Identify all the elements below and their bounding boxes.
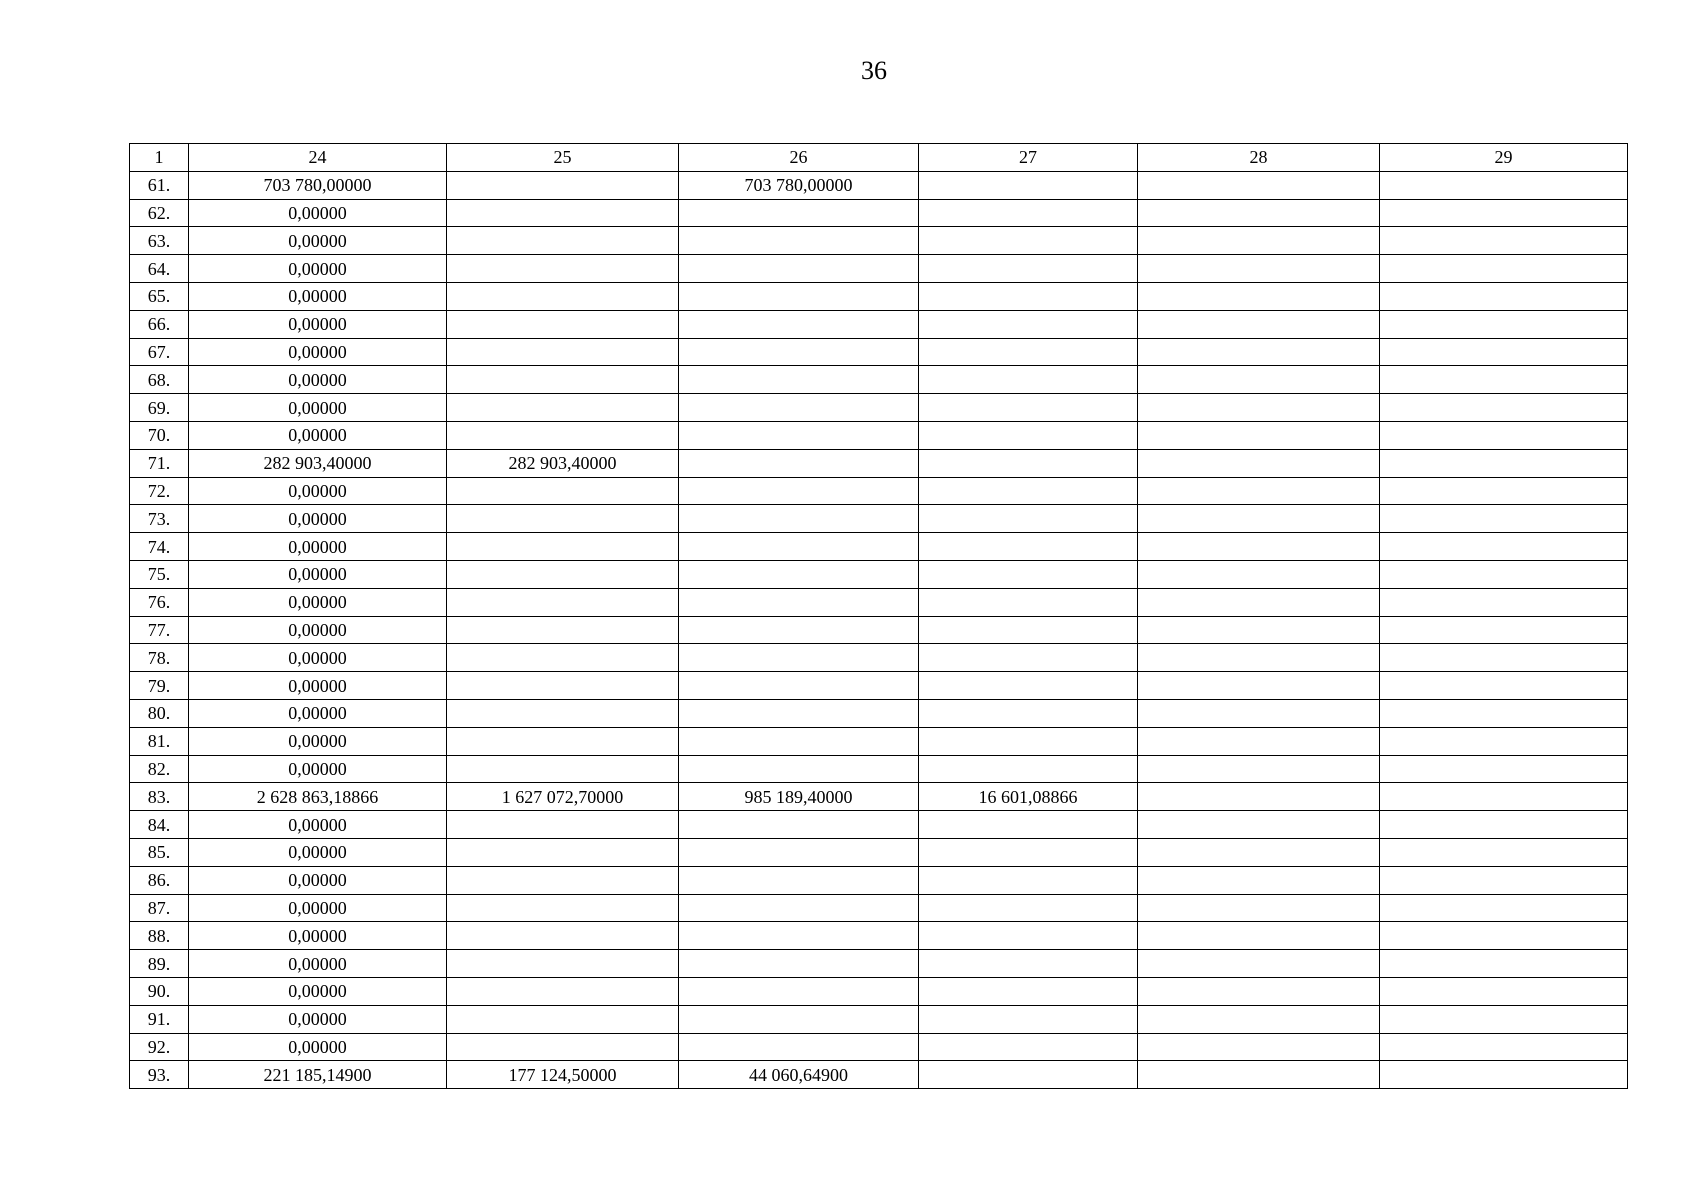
table-row	[130, 866, 1628, 894]
table-cell	[1138, 699, 1380, 727]
table-cell: 0,00000	[189, 1033, 447, 1061]
table-cell	[919, 1033, 1138, 1061]
table-row	[130, 811, 1628, 839]
table-row	[130, 282, 1628, 310]
table-cell	[1380, 421, 1628, 449]
table-cell	[1380, 894, 1628, 922]
table-cell	[1380, 477, 1628, 505]
table-cell	[1138, 366, 1380, 394]
table-cell	[1380, 255, 1628, 283]
table-cell: 0,00000	[189, 560, 447, 588]
table-cell	[679, 838, 919, 866]
table-row	[130, 421, 1628, 449]
table-row	[130, 644, 1628, 672]
table-cell	[447, 199, 679, 227]
table-row	[130, 977, 1628, 1005]
table-cell: 16 601,08866	[919, 783, 1138, 811]
table-cell	[447, 922, 679, 950]
table-cell: 177 124,50000	[447, 1061, 679, 1089]
table-cell: 0,00000	[189, 588, 447, 616]
table-cell: 0,00000	[189, 616, 447, 644]
table-cell	[1380, 699, 1628, 727]
table-cell	[1138, 477, 1380, 505]
table-row	[130, 505, 1628, 533]
table-cell	[1380, 838, 1628, 866]
table-cell	[1380, 227, 1628, 255]
table-cell: 0,00000	[189, 1005, 447, 1033]
table-cell	[1138, 1005, 1380, 1033]
table-cell	[679, 922, 919, 950]
table-cell	[919, 699, 1138, 727]
table-cell	[1138, 866, 1380, 894]
table-cell	[679, 366, 919, 394]
row-number-cell: 92.	[130, 1033, 189, 1061]
table-cell	[679, 282, 919, 310]
table-cell	[679, 227, 919, 255]
table-cell	[679, 477, 919, 505]
table-cell	[1380, 1061, 1628, 1089]
row-number-cell: 83.	[130, 783, 189, 811]
row-number-cell: 69.	[130, 394, 189, 422]
row-number-cell: 71.	[130, 449, 189, 477]
table-cell	[919, 672, 1138, 700]
table-cell	[1138, 672, 1380, 700]
table-cell: 985 189,40000	[679, 783, 919, 811]
row-number-cell: 66.	[130, 310, 189, 338]
table-cell: 0,00000	[189, 227, 447, 255]
table-cell	[679, 505, 919, 533]
table-cell	[679, 672, 919, 700]
table-cell	[679, 811, 919, 839]
table-cell	[679, 727, 919, 755]
table-cell: 0,00000	[189, 338, 447, 366]
row-number-cell: 67.	[130, 338, 189, 366]
table-cell: 703 780,00000	[189, 171, 447, 199]
table-cell: 0,00000	[189, 533, 447, 561]
table-row	[130, 338, 1628, 366]
table-cell	[919, 366, 1138, 394]
row-number-cell: 76.	[130, 588, 189, 616]
table-cell	[447, 421, 679, 449]
table-cell	[919, 449, 1138, 477]
table-row	[130, 588, 1628, 616]
table-row	[130, 838, 1628, 866]
table-cell	[1138, 199, 1380, 227]
table-cell	[1138, 727, 1380, 755]
table-cell	[919, 894, 1138, 922]
table-row	[130, 672, 1628, 700]
table-cell	[919, 199, 1138, 227]
row-number-cell: 87.	[130, 894, 189, 922]
table-cell: 221 185,14900	[189, 1061, 447, 1089]
table-cell	[679, 533, 919, 561]
table-cell	[447, 560, 679, 588]
table-cell	[919, 171, 1138, 199]
table-cell	[1380, 588, 1628, 616]
table-cell	[679, 894, 919, 922]
table-cell: 44 060,64900	[679, 1061, 919, 1089]
table-cell	[919, 866, 1138, 894]
table-cell	[919, 838, 1138, 866]
table-cell	[1138, 171, 1380, 199]
table-cell	[1380, 310, 1628, 338]
table-cell	[1380, 950, 1628, 978]
table-row	[130, 1033, 1628, 1061]
table-cell	[679, 449, 919, 477]
table-row	[130, 755, 1628, 783]
row-number-cell: 88.	[130, 922, 189, 950]
table-cell	[919, 811, 1138, 839]
table-cell: 703 780,00000	[679, 171, 919, 199]
table-row	[130, 310, 1628, 338]
table-cell	[919, 950, 1138, 978]
table-cell	[1380, 282, 1628, 310]
row-number-cell: 84.	[130, 811, 189, 839]
table-row	[130, 533, 1628, 561]
table-cell	[919, 310, 1138, 338]
row-number-cell: 82.	[130, 755, 189, 783]
table-cell	[1138, 1061, 1380, 1089]
page-number: 36	[861, 56, 887, 85]
table-row	[130, 727, 1628, 755]
table-cell	[447, 338, 679, 366]
table-cell	[679, 588, 919, 616]
table-cell	[1380, 338, 1628, 366]
table-row	[130, 394, 1628, 422]
table-cell	[447, 505, 679, 533]
table-cell	[919, 421, 1138, 449]
table-cell	[919, 338, 1138, 366]
table-cell	[919, 977, 1138, 1005]
table-cell	[1138, 783, 1380, 811]
column-header: 28	[1138, 144, 1380, 172]
table-cell	[447, 755, 679, 783]
table-cell: 0,00000	[189, 727, 447, 755]
table-cell	[1380, 644, 1628, 672]
table-cell	[679, 950, 919, 978]
table-cell	[447, 310, 679, 338]
table-cell	[1138, 1033, 1380, 1061]
table-cell	[447, 394, 679, 422]
table-cell: 0,00000	[189, 255, 447, 283]
table-cell	[1138, 755, 1380, 783]
table-cell: 0,00000	[189, 672, 447, 700]
row-number-cell: 63.	[130, 227, 189, 255]
table-cell	[447, 533, 679, 561]
table-cell: 0,00000	[189, 894, 447, 922]
table-cell	[1138, 505, 1380, 533]
table-cell	[1380, 727, 1628, 755]
table-cell	[447, 644, 679, 672]
table-cell	[679, 421, 919, 449]
table-cell: 282 903,40000	[189, 449, 447, 477]
table-cell	[919, 255, 1138, 283]
row-number-cell: 73.	[130, 505, 189, 533]
table-cell	[919, 227, 1138, 255]
table-cell: 0,00000	[189, 477, 447, 505]
table-cell	[1138, 449, 1380, 477]
table-cell: 0,00000	[189, 811, 447, 839]
table-cell	[447, 255, 679, 283]
table-cell	[1138, 950, 1380, 978]
table-cell	[447, 227, 679, 255]
table-cell	[679, 866, 919, 894]
table-cell: 0,00000	[189, 838, 447, 866]
table-cell	[447, 672, 679, 700]
table-row	[130, 1061, 1628, 1089]
table-body	[130, 144, 1628, 1089]
row-number-cell: 65.	[130, 282, 189, 310]
table-row	[130, 783, 1628, 811]
table-cell	[679, 616, 919, 644]
table-cell	[1380, 616, 1628, 644]
row-number-cell: 75.	[130, 560, 189, 588]
table-cell	[447, 1033, 679, 1061]
table-cell	[1380, 199, 1628, 227]
table-cell	[919, 588, 1138, 616]
table-row	[130, 255, 1628, 283]
table-cell	[679, 394, 919, 422]
table-cell	[919, 505, 1138, 533]
table-cell	[1138, 227, 1380, 255]
table-cell	[919, 616, 1138, 644]
table-cell	[1380, 505, 1628, 533]
table-cell	[1138, 533, 1380, 561]
row-number-cell: 79.	[130, 672, 189, 700]
table-cell	[1138, 811, 1380, 839]
table-cell: 2 628 863,18866	[189, 783, 447, 811]
table-header-row	[130, 144, 1628, 172]
table-cell	[1380, 171, 1628, 199]
table-cell	[1138, 588, 1380, 616]
table-cell	[447, 282, 679, 310]
row-number-cell: 91.	[130, 1005, 189, 1033]
table-cell: 0,00000	[189, 922, 447, 950]
table-cell: 0,00000	[189, 421, 447, 449]
table-cell	[919, 477, 1138, 505]
row-number-cell: 74.	[130, 533, 189, 561]
table-cell: 0,00000	[189, 699, 447, 727]
table-cell	[1138, 394, 1380, 422]
column-header: 29	[1380, 144, 1628, 172]
table-cell	[447, 588, 679, 616]
table-cell	[447, 477, 679, 505]
table-cell	[919, 1061, 1138, 1089]
table-row	[130, 366, 1628, 394]
table-cell	[447, 366, 679, 394]
table-cell	[679, 338, 919, 366]
table-cell	[919, 727, 1138, 755]
row-number-cell: 85.	[130, 838, 189, 866]
table-cell	[447, 616, 679, 644]
table-row	[130, 950, 1628, 978]
table-row	[130, 699, 1628, 727]
table-cell	[679, 310, 919, 338]
table-cell	[1138, 838, 1380, 866]
table-cell	[919, 755, 1138, 783]
table-cell	[447, 171, 679, 199]
table-cell	[1138, 977, 1380, 1005]
table-row	[130, 894, 1628, 922]
table-cell	[1138, 894, 1380, 922]
row-number-cell: 72.	[130, 477, 189, 505]
table-row	[130, 449, 1628, 477]
row-number-cell: 77.	[130, 616, 189, 644]
table-cell	[1138, 338, 1380, 366]
table-cell	[679, 977, 919, 1005]
table-cell	[1138, 282, 1380, 310]
table-cell	[1380, 977, 1628, 1005]
table-cell	[447, 1005, 679, 1033]
table-cell	[447, 811, 679, 839]
table-cell	[679, 1005, 919, 1033]
table-cell	[1380, 366, 1628, 394]
table-cell	[919, 533, 1138, 561]
table-row	[130, 199, 1628, 227]
table-cell	[1380, 866, 1628, 894]
table-cell	[1138, 560, 1380, 588]
row-number-cell: 89.	[130, 950, 189, 978]
table-container	[129, 143, 1627, 1089]
table-cell	[447, 950, 679, 978]
table-cell	[919, 644, 1138, 672]
table-cell	[1380, 922, 1628, 950]
table-cell: 0,00000	[189, 644, 447, 672]
table-cell: 0,00000	[189, 866, 447, 894]
table-cell: 0,00000	[189, 282, 447, 310]
table-cell	[1380, 394, 1628, 422]
table-cell: 0,00000	[189, 366, 447, 394]
column-header: 25	[447, 144, 679, 172]
column-header: 1	[130, 144, 189, 172]
table-cell: 0,00000	[189, 977, 447, 1005]
table-cell	[1380, 533, 1628, 561]
table-cell	[1138, 310, 1380, 338]
table-row	[130, 922, 1628, 950]
table-cell	[919, 560, 1138, 588]
table-cell	[1380, 449, 1628, 477]
table-row	[130, 171, 1628, 199]
table-cell	[679, 199, 919, 227]
data-table	[129, 143, 1628, 1089]
table-cell: 0,00000	[189, 755, 447, 783]
row-number-cell: 68.	[130, 366, 189, 394]
table-cell	[919, 282, 1138, 310]
table-cell: 1 627 072,70000	[447, 783, 679, 811]
table-cell	[447, 894, 679, 922]
table-cell	[447, 977, 679, 1005]
table-cell	[1138, 255, 1380, 283]
table-cell	[447, 727, 679, 755]
table-cell	[1380, 783, 1628, 811]
table-row	[130, 616, 1628, 644]
table-row	[130, 1005, 1628, 1033]
table-cell: 0,00000	[189, 199, 447, 227]
table-cell	[1380, 560, 1628, 588]
table-cell	[1138, 922, 1380, 950]
table-cell	[1380, 1033, 1628, 1061]
table-row	[130, 560, 1628, 588]
table-cell	[919, 394, 1138, 422]
row-number-cell: 62.	[130, 199, 189, 227]
table-cell: 0,00000	[189, 505, 447, 533]
table-cell	[447, 699, 679, 727]
row-number-cell: 61.	[130, 171, 189, 199]
row-number-cell: 80.	[130, 699, 189, 727]
table-cell	[919, 1005, 1138, 1033]
table-cell: 282 903,40000	[447, 449, 679, 477]
table-cell	[919, 922, 1138, 950]
row-number-cell: 90.	[130, 977, 189, 1005]
table-row	[130, 477, 1628, 505]
table-cell	[679, 699, 919, 727]
column-header: 24	[189, 144, 447, 172]
table-cell	[1138, 421, 1380, 449]
table-cell	[447, 866, 679, 894]
table-cell: 0,00000	[189, 310, 447, 338]
table-cell	[679, 644, 919, 672]
column-header: 26	[679, 144, 919, 172]
table-cell	[1380, 1005, 1628, 1033]
table-cell	[679, 755, 919, 783]
row-number-cell: 78.	[130, 644, 189, 672]
table-cell	[679, 560, 919, 588]
table-cell	[679, 255, 919, 283]
row-number-cell: 81.	[130, 727, 189, 755]
column-header: 27	[919, 144, 1138, 172]
table-cell	[1138, 644, 1380, 672]
table-cell	[1380, 811, 1628, 839]
table-cell	[679, 1033, 919, 1061]
table-cell	[1380, 672, 1628, 700]
row-number-cell: 64.	[130, 255, 189, 283]
row-number-cell: 86.	[130, 866, 189, 894]
table-cell: 0,00000	[189, 394, 447, 422]
row-number-cell: 70.	[130, 421, 189, 449]
table-cell: 0,00000	[189, 950, 447, 978]
row-number-cell: 93.	[130, 1061, 189, 1089]
table-cell	[447, 838, 679, 866]
table-row	[130, 227, 1628, 255]
table-cell	[1138, 616, 1380, 644]
table-cell	[1380, 755, 1628, 783]
